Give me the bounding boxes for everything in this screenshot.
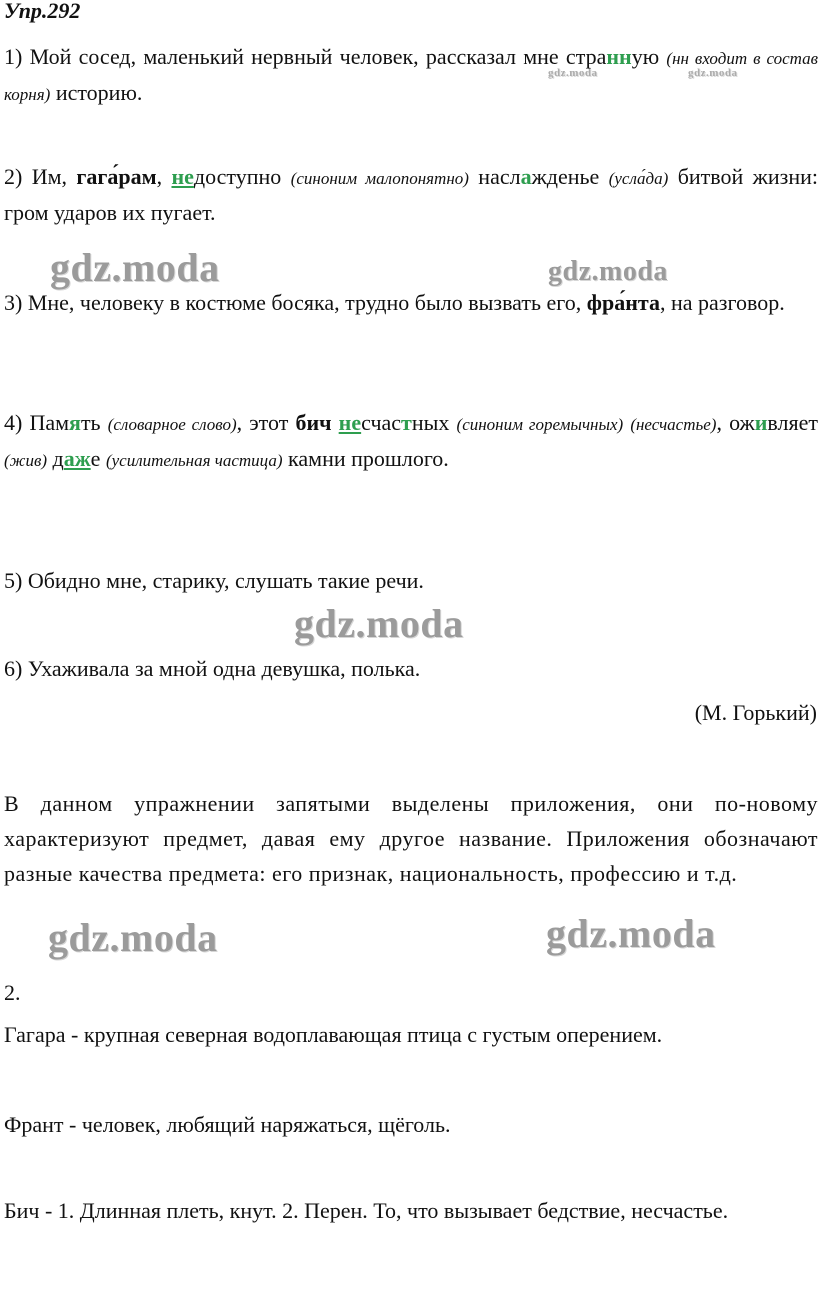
- word-gagaram: гага́рам: [76, 164, 157, 189]
- sentence-2-text-e: жденье: [531, 164, 609, 189]
- sentence-1-num: 1): [4, 44, 30, 69]
- sentence-2-text-f: битвой жизни: гром ударов их пугает.: [4, 164, 818, 225]
- watermark: gdz.moda: [50, 245, 220, 290]
- definition-frant: Франт - человек, любящий наряжаться, щёголь.: [4, 1112, 451, 1137]
- highlight-letter: т: [401, 410, 412, 435]
- explanation-paragraph: В данном упражнении запятыми выделены приложения, они по-новому характеризуют предмет, давая ему другое название. Приложения обозначают разные качества предмета: его признак, национальность, профессию и т.д.: [4, 791, 818, 886]
- sentence-4-note-2: (синоним горемычных): [456, 415, 624, 434]
- highlight-letters: нн: [606, 44, 632, 69]
- watermark: gdz.moda: [546, 911, 716, 956]
- sentence-3-text-b: , на разговор.: [659, 290, 785, 315]
- sentence-4-text-c: , этот: [236, 410, 296, 435]
- exercise-title: Упр.292: [4, 0, 81, 23]
- highlight-letter: я: [69, 410, 81, 435]
- sentence-2-note-1: (синоним малопонятно): [290, 169, 469, 188]
- sentence-4-text-k: е: [90, 446, 106, 471]
- sentence-4: [4, 406, 818, 478]
- sentence-3-text-a: 3) Мне, человеку в костюме босяка, трудно было вызвать его,: [4, 290, 587, 315]
- watermark: gdz.moda: [548, 256, 668, 287]
- highlight-letters: аж: [63, 446, 91, 471]
- sentence-2-text-c: доступно: [193, 164, 291, 189]
- sentence-4-text-j: д: [47, 446, 64, 471]
- watermark: gdz.moda: [294, 601, 464, 646]
- sentence-2-text-d: насл: [468, 164, 521, 189]
- sentence-4-text-i: вляет: [767, 410, 818, 435]
- sentence-2-note-2: (усла́да): [608, 169, 669, 188]
- definition-bich: Бич - 1. Длинная плеть, кнут. 2. Перен. То, что вызывает бедствие, несчастье.: [4, 1198, 729, 1223]
- highlight-letter: а: [520, 164, 532, 189]
- sentence-4-text-h: , ож: [716, 410, 755, 435]
- watermark: gdz.moda: [48, 915, 218, 960]
- sentence-2-text-a: 2) Им,: [4, 164, 77, 189]
- sentence-1-text-b: ую: [631, 44, 660, 69]
- sentence-6: 6) Ухаживала за мной одна девушка, полька.: [4, 656, 421, 681]
- sentence-4-text-f: ных: [411, 410, 457, 435]
- sentence-1-text-c: историю.: [50, 80, 143, 105]
- sentence-1-note: (нн входит в состав корня): [4, 49, 819, 104]
- sentence-4-note-1: (словарное слово): [107, 415, 237, 434]
- sentence-3: [4, 286, 818, 320]
- sentence-4-note-4: (жив): [4, 451, 48, 470]
- sentence-4-text-a: 4) Пам: [4, 410, 70, 435]
- definition-gagara: Гагара - крупная северная водоплавающая птица с густым оперением.: [4, 1022, 663, 1047]
- part-2-number: 2.: [4, 980, 21, 1005]
- sentence-4-text-b: ть: [80, 410, 108, 435]
- highlight-ne: не: [338, 410, 362, 435]
- sentence-2-text-b: ,: [156, 164, 172, 189]
- sentence-4-text-l: камни прошлого.: [282, 446, 449, 471]
- word-franta: фра́нта: [586, 290, 660, 315]
- sentence-5: 5) Обидно мне, старику, слушать такие речи.: [4, 568, 424, 593]
- sentence-4-text-e: счас: [361, 410, 402, 435]
- highlight-ne: не: [171, 164, 194, 189]
- author-attribution: (М. Горький): [694, 700, 817, 725]
- word-bich: бич: [295, 410, 332, 435]
- sentence-2: [4, 160, 818, 230]
- sentence-1-text-a: Мой сосед, маленький нервный человек, рассказал мне стра: [29, 44, 607, 69]
- highlight-letter: и: [754, 410, 768, 435]
- watermark: gdz.moda: [688, 67, 738, 79]
- sentence-4-text-d: [332, 410, 339, 435]
- sentence-4-note-5: (усилительная частица): [105, 451, 283, 470]
- sentence-4-note-3: (несчастье): [630, 415, 717, 434]
- watermark: gdz.moda: [548, 67, 598, 79]
